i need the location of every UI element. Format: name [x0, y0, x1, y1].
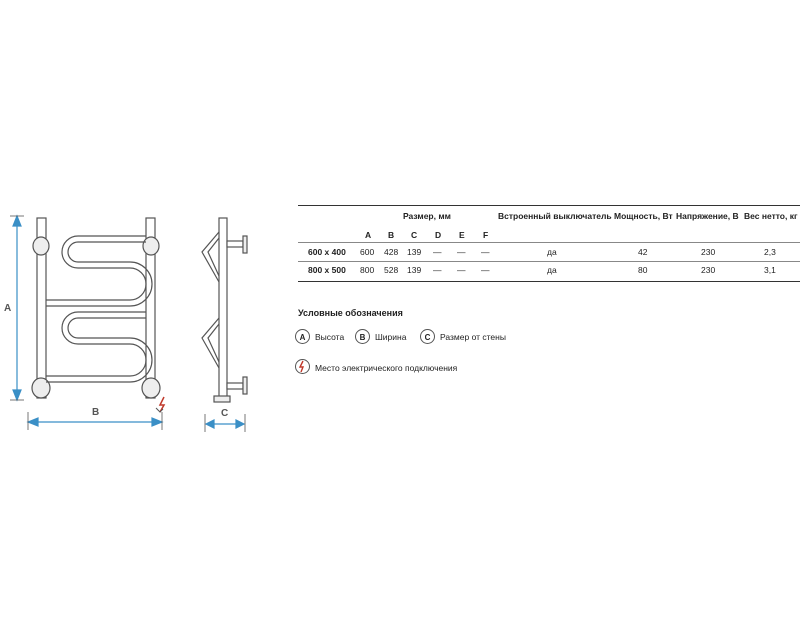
- row-1-b: 428: [384, 247, 399, 257]
- sub-header-f: F: [483, 230, 489, 240]
- row-2-e: —: [457, 265, 466, 275]
- legend-a-symbol: A: [295, 329, 310, 344]
- sub-header-c: C: [411, 230, 418, 240]
- row-1-a: 600: [360, 247, 375, 257]
- legend-title: Условные обозначения: [298, 308, 403, 318]
- voltage-header: Напряжение, В: [676, 211, 739, 221]
- lightning-icon: [296, 360, 309, 373]
- row-1-voltage: 230: [701, 247, 716, 257]
- sub-header-b: B: [388, 230, 395, 240]
- row-2-d: —: [433, 265, 442, 275]
- row-2-power: 80: [638, 265, 648, 275]
- legend-a-label: Высота: [315, 332, 345, 342]
- row-2-model: 800 x 500: [308, 265, 346, 275]
- sub-header-a: A: [365, 230, 372, 240]
- row-1-e: —: [457, 247, 466, 257]
- dimension-a-arrow: [10, 216, 24, 400]
- row-1-c: 139: [407, 247, 422, 257]
- legend-c-symbol: C: [420, 329, 435, 344]
- sub-header-d: D: [435, 230, 442, 240]
- row-1-d: —: [433, 247, 442, 257]
- power-header: Мощность, Вт: [614, 211, 673, 221]
- row-1-switch: да: [547, 247, 557, 257]
- legend-b-symbol: B: [355, 329, 370, 344]
- weight-header: Вес нетто, кг: [744, 211, 798, 221]
- legend-electric-symbol: [295, 359, 310, 374]
- row-2-weight: 3,1: [764, 265, 776, 275]
- side-view: [202, 218, 247, 402]
- switch-header: Встроенный выключатель: [498, 211, 612, 221]
- row-2-a: 800: [360, 265, 375, 275]
- row-2-b: 528: [384, 265, 399, 275]
- legend-c-label: Размер от стены: [440, 332, 506, 342]
- row-1-model: 600 x 400: [308, 247, 346, 257]
- dimension-a-label: A: [4, 303, 12, 314]
- row-2-voltage: 230: [701, 265, 716, 275]
- row-1-weight: 2,3: [764, 247, 776, 257]
- row-2-switch: да: [547, 265, 557, 275]
- row-2-f: —: [481, 265, 490, 275]
- dimension-b-label: B: [92, 407, 100, 418]
- dimension-c-label: C: [221, 408, 229, 419]
- size-group-header: Размер, мм: [403, 211, 451, 221]
- front-view: [32, 218, 160, 398]
- sub-header-e: E: [459, 230, 465, 240]
- row-1-power: 42: [638, 247, 648, 257]
- legend-b-label: Ширина: [375, 332, 407, 342]
- legend-electric-label: Место электрического подключения: [315, 363, 458, 373]
- row-2-c: 139: [407, 265, 422, 275]
- row-1-f: —: [481, 247, 490, 257]
